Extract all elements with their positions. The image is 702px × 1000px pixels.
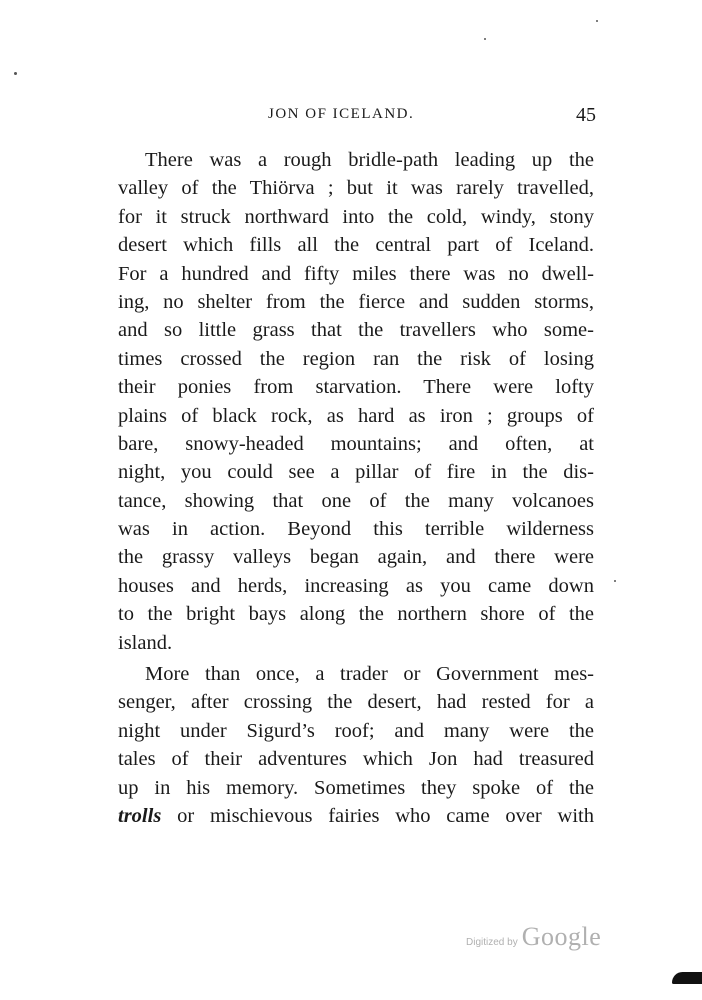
text-line: There was a rough bridle-path leading up the: [145, 149, 594, 171]
text-line: and so little grass that the travellers who some-: [118, 319, 594, 342]
watermark-logo-text: Google: [521, 922, 602, 951]
scan-speck: [596, 20, 598, 22]
text-line: ing, no shelter from the fierce and sudden storms,: [118, 290, 594, 313]
text-line: tales of their adventures which Jon had treasured: [118, 748, 594, 771]
text-line: their ponies from starvation. There were lofty: [118, 376, 594, 399]
text-line: plains of black rock, as hard as iron ; groups of: [118, 404, 594, 427]
text-line: the grassy valleys began again, and there were: [118, 546, 594, 569]
text-line: night under Sigurd’s roof; and many were the: [118, 719, 594, 742]
scan-speck: [14, 72, 17, 75]
text-line: bare, snowy-headed mountains; and often, at: [118, 432, 594, 455]
watermark-small-text: Digitized by: [466, 937, 518, 948]
text-line: houses and herds, increasing as you came down: [118, 574, 594, 597]
scan-speck: [484, 38, 486, 40]
text-line: for it struck northward into the cold, windy, stony: [118, 205, 594, 228]
text-line: night, you could see a pillar of fire in the dis-: [118, 461, 594, 484]
scan-speck: [614, 580, 616, 582]
text-line: times crossed the region ran the risk of losing: [118, 347, 594, 370]
page-header: [118, 104, 596, 132]
text-line: tance, showing that one of the many volcanoes: [118, 489, 594, 512]
text-line: to the bright bays along the northern shore of the: [118, 603, 594, 626]
text-line: was in action. Beyond this terrible wilderness: [118, 518, 594, 541]
text-line: desert which fills all the central part of Iceland.: [118, 234, 594, 257]
text-line: For a hundred and fifty miles there was no dwell-: [118, 262, 594, 285]
body-text: [118, 146, 594, 830]
digitized-watermark: [466, 922, 601, 952]
text-line-rest: or mischievous fairies who came over with: [161, 804, 594, 827]
running-title: JON OF ICELAND.: [268, 106, 415, 122]
text-line: valley of the Thiörva ; but it was rarely travelled,: [118, 177, 594, 200]
text-line: up in his memory. Sometimes they spoke of the: [118, 776, 594, 799]
scan-corner-mark: [672, 972, 702, 984]
page-number: 45: [576, 104, 596, 126]
text-line-last: [118, 802, 594, 830]
text-line: island.: [118, 631, 173, 654]
text-line: More than once, a trader or Government mes-: [145, 663, 594, 686]
text-line: senger, after crossing the desert, had rested for a: [118, 691, 594, 714]
italic-word-trolls: trolls: [118, 804, 162, 827]
